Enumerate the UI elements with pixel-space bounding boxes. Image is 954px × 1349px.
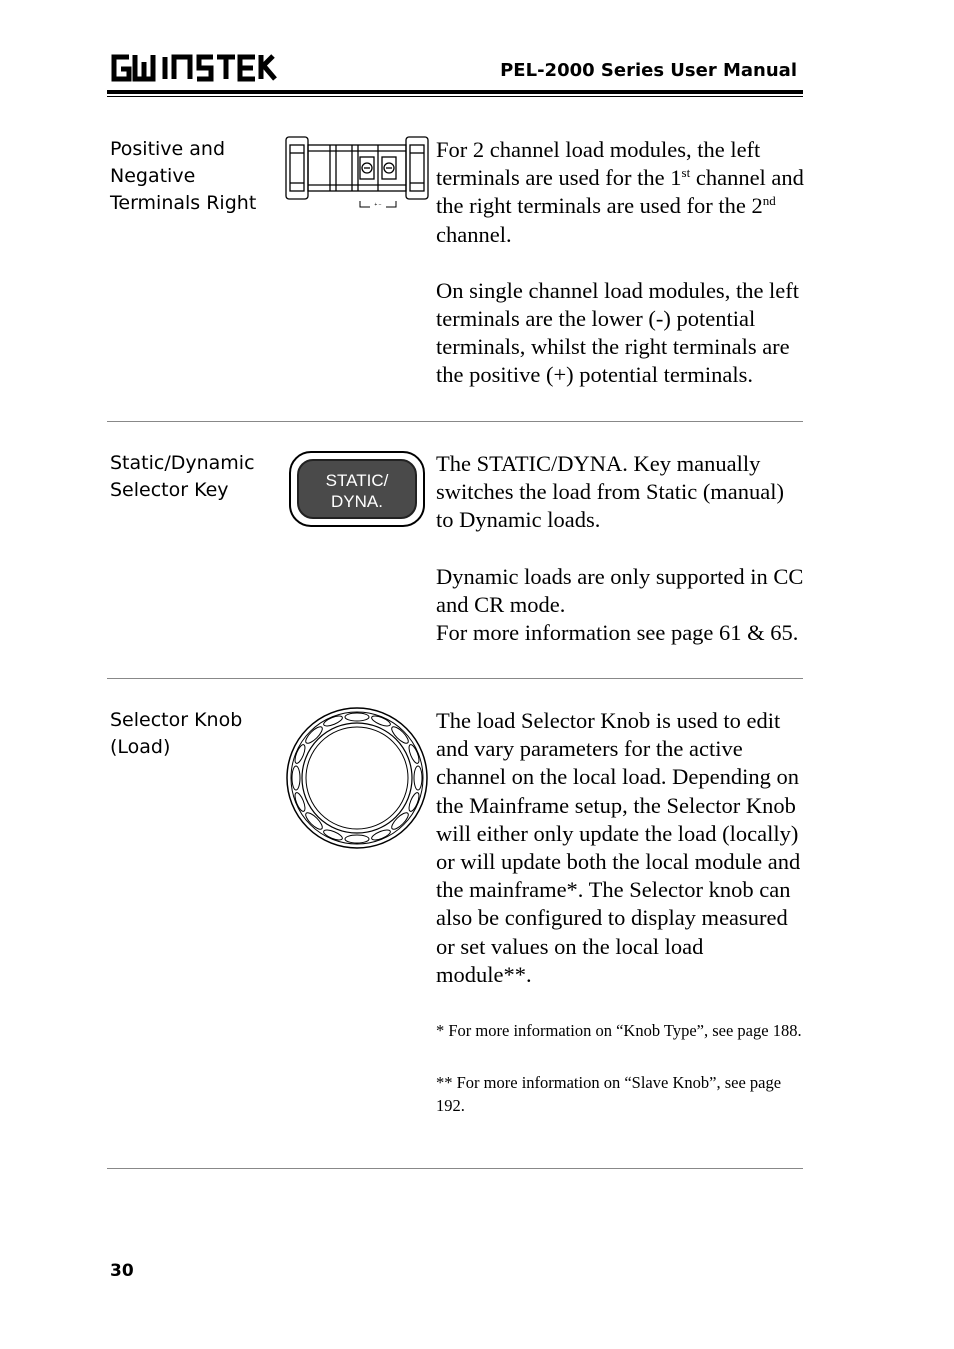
text-run: channel and the right terminals are used for the 2 (436, 165, 804, 219)
knob-note-2: ** For more information on “Slave Knob”, see page 192. (436, 1073, 782, 1116)
terminals-paragraph-1 (436, 136, 804, 249)
superscript: nd (762, 193, 776, 209)
knob-paragraph-1: The load Selector Knob is used to edit and vary parameters for the active channel on the local load. Depending on the Mainframe setup, the Selector Knob will either only update the load (locally) or will update both the local module and the mainframe*. The Selector knob can also be configured to display measured or set values on the local load module**. (436, 708, 801, 987)
key-label-line2: DYNA. (331, 492, 383, 511)
text-run: channel. (436, 221, 512, 247)
section-body-selector-knob (436, 707, 804, 1117)
section-divider (107, 678, 803, 679)
section-label-terminals: Positive and Negative Terminals Right (110, 138, 257, 214)
static-paragraph-1: The STATIC/DYNA. Key manually switches the load from Static (manual) to Dynamic loads. (436, 451, 785, 533)
manual-title: PEL-2000 Series User Manual (500, 60, 797, 81)
header-rule (107, 90, 803, 94)
terminals-paragraph-2: On single channel load modules, the left terminals are the lower (-) potential terminals, whilst the right terminals are the positive (+) potential terminals. (436, 277, 800, 388)
svg-text:+ −: + − (374, 202, 382, 208)
page-number: 30 (110, 1261, 134, 1281)
static-paragraph-2: Dynamic loads are only supported in CC and CR mode. (436, 563, 804, 617)
static-paragraph-3: For more information see page 61 & 65. (436, 620, 799, 646)
key-label-line1: STATIC/ (325, 471, 389, 490)
static-dyna-key[interactable] (289, 451, 425, 527)
section-body-terminals (436, 136, 804, 390)
gw-instek-logo (109, 52, 279, 84)
text-run: For 2 channel load modules, the left terminals are used for the 1 (436, 137, 761, 191)
section-divider (107, 1168, 803, 1169)
section-label-selector-knob: Selector Knob (Load) (110, 709, 243, 758)
terminals-image (284, 135, 430, 211)
section-body-static-dynamic (436, 450, 804, 647)
header-rule-thin (107, 96, 803, 97)
selector-knob-image[interactable] (285, 706, 431, 850)
section-divider (107, 421, 803, 422)
knob-note-1: * For more information on “Knob Type”, see page 188. (436, 1021, 802, 1041)
static-dyna-key-face (297, 459, 417, 519)
section-label-static-dynamic: Static/Dynamic Selector Key (110, 452, 255, 501)
superscript: st (681, 165, 691, 181)
